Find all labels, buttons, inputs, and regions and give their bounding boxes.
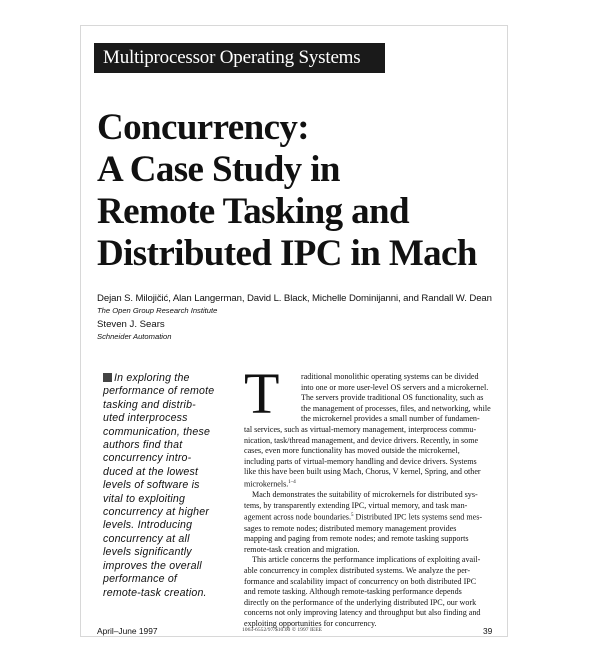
body-line: the management of processes, files, and networking, while: [301, 403, 491, 413]
affiliation-primary: The Open Group Research Institute: [97, 306, 218, 315]
body-line: mapping and paging from remote nodes; and remote tasking supports: [244, 534, 469, 544]
section-banner: Multiprocessor Operating Systems: [94, 43, 385, 73]
abstract-line: concurrency at higher: [103, 506, 210, 519]
abstract-line: communication, these: [103, 425, 211, 438]
body-line: agement across node boundaries.$^5$ Distributed IPC lets systems send mes-: [244, 513, 483, 523]
body-line: the microkernel provides a small number of fundamen-: [301, 414, 480, 424]
body-line: Mach demonstrates the suitability of microkernels for distributed sys-: [252, 490, 478, 500]
body-line: including parts of virtual-memory handling and device drivers. Systems: [244, 456, 477, 466]
body-line: The servers provide traditional OS functionality, such as: [301, 393, 484, 403]
reference-superscript: 5: [350, 513, 354, 519]
body-line: tal services, such as virtual-memory management, interprocess commu-: [244, 424, 477, 434]
abstract-line: concurrency intro-: [103, 452, 192, 465]
body-line: nication, task/thread management, and device drivers. Recently, in some: [244, 435, 479, 445]
body-line: microkernels.$^{1-4}$: [244, 479, 296, 489]
body-line: like this have been built using Mach, Chorus, V kernel, Spring, and other: [244, 467, 481, 477]
body-line: remote-task creation and migration.: [244, 544, 360, 554]
body-line: raditional monolithic operating systems can be divided: [301, 372, 479, 381]
body-line: able concurrency in complex distributed systems. We analyze the per-: [244, 566, 471, 576]
abstract-line: performance of: [103, 573, 178, 586]
footer-date: April–June 1997: [97, 626, 158, 636]
abstract-line: concurrency at all: [103, 532, 190, 545]
abstract-line: duced at the lowest: [103, 465, 199, 478]
abstract-line: authors find that: [103, 439, 183, 452]
abstract-line: levels significantly: [103, 546, 192, 559]
author-secondary: Steven J. Sears: [97, 319, 165, 330]
abstract-line: improves the overall: [103, 559, 202, 572]
body-line: concerns not only improving latency and throughput but also finding and: [244, 608, 481, 618]
body-line: directly on the performance of the underlying distributed IPC, our work: [244, 597, 477, 607]
title-line: Concurrency:: [97, 107, 310, 148]
author-list: Dejan S. Milojičić, Alan Langerman, David L. Black, Michelle Dominijanni, and Randall W. Dean: [97, 293, 492, 304]
drop-cap: T: [244, 361, 280, 426]
body-line: cases, even more functionality has moved outside the microkernel,: [244, 446, 460, 456]
abstract-line: levels. Introducing: [103, 519, 193, 532]
abstract-line: uted interprocess: [103, 412, 188, 425]
square-bullet-icon: [103, 373, 112, 382]
body-line: tems, by transparently extending IPC, virtual memory, and task man-: [244, 500, 468, 510]
title-line: Remote Tasking and: [97, 191, 410, 232]
abstract-line: remote-task creation.: [103, 586, 207, 599]
article-title: [97, 107, 497, 275]
abstract-line: levels of software is: [103, 479, 200, 492]
footer-copyright: 1063-6552/97/$10.00 © 1997 IEEE: [242, 627, 323, 633]
title-line: A Case Study in: [97, 149, 340, 190]
page-number: 39: [483, 626, 493, 636]
reference-superscript: 1–4: [288, 479, 296, 485]
body-line: into one or more user-level OS servers and a microkernel.: [301, 382, 489, 392]
abstract-line: tasking and distrib-: [103, 398, 196, 411]
body-line: formance and scalability impact of concurrency on both distributed IPC: [244, 576, 477, 586]
body-line: and remote tasking. Although remote-tasking performance depends: [244, 587, 462, 597]
body-line: This article concerns the performance implications of exploiting avail-: [252, 555, 481, 565]
body-text: [244, 372, 498, 630]
affiliation-secondary: Schneider Automation: [97, 332, 172, 341]
abstract-line: performance of remote: [103, 385, 215, 398]
abstract-line: In exploring the: [103, 372, 228, 385]
abstract-line: vital to exploiting: [103, 492, 186, 505]
body-line: exploiting opportunities for concurrency.: [244, 619, 377, 629]
abstract: [103, 372, 228, 600]
body-line: sages to remote nodes; distributed memory management provides: [244, 523, 457, 533]
title-line: Distributed IPC in Mach: [97, 233, 477, 274]
